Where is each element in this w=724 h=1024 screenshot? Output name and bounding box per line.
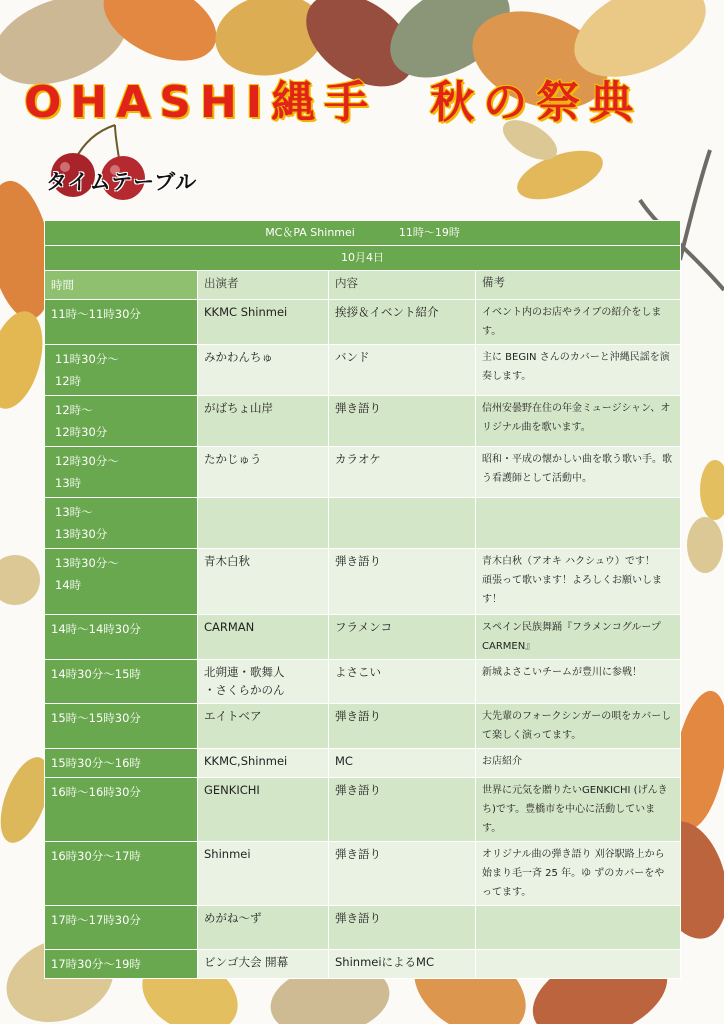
- time-cell: 12時〜 12時30分: [45, 396, 198, 447]
- table-row: [45, 498, 681, 549]
- notes-cell: 昭和・平成の懐かしい曲を歌う歌い手。歌う看護師として活動中。: [476, 447, 681, 498]
- date-header: 10月4日: [45, 246, 681, 271]
- time-cell: 15時30分〜16時: [45, 749, 198, 778]
- time-cell: 13時〜 13時30分: [45, 498, 198, 549]
- content-cell: 弾き語り: [329, 906, 476, 950]
- time-cell: 15時〜15時30分: [45, 704, 198, 749]
- performer-cell: 北朔連・歌舞人 ・さくらかのん: [198, 660, 329, 704]
- table-row: [45, 704, 681, 749]
- performer-cell: たかじゅう: [198, 447, 329, 498]
- mc-pa-header: MC＆PA Shinmei 11時〜19時: [45, 221, 681, 246]
- content-cell: 弾き語り: [329, 842, 476, 906]
- performer-cell: GENKICHI: [198, 778, 329, 842]
- time-cell: 16時30分〜17時: [45, 842, 198, 906]
- notes-cell: お店紹介: [476, 749, 681, 778]
- performer-cell: [198, 498, 329, 549]
- content-cell: 弾き語り: [329, 704, 476, 749]
- notes-cell: 信州安曇野在住の年金ミュージシャン、オリジナル曲を歌います。: [476, 396, 681, 447]
- time-cell: 13時30分〜 14時: [45, 549, 198, 615]
- time-cell: 11時30分〜 12時: [45, 345, 198, 396]
- time-cell: 17時30分〜19時: [45, 950, 198, 979]
- performer-cell: ビンゴ大会 開幕: [198, 950, 329, 979]
- content-cell: カラオケ: [329, 447, 476, 498]
- performer-cell: CARMAN: [198, 615, 329, 660]
- content-cell: 挨拶＆イベント紹介: [329, 300, 476, 345]
- notes-cell: [476, 498, 681, 549]
- table-row: [45, 549, 681, 615]
- content-cell: 弾き語り: [329, 549, 476, 615]
- notes-cell: 主に BEGIN さんのカバーと沖縄民謡を演奏します。: [476, 345, 681, 396]
- notes-cell: スペイン民族舞踊『フラメンコグループCARMEN』: [476, 615, 681, 660]
- notes-cell: [476, 906, 681, 950]
- performer-cell: めがね〜ず: [198, 906, 329, 950]
- table-row: [45, 615, 681, 660]
- performer-cell: みかわんちゅ: [198, 345, 329, 396]
- table-row: [45, 396, 681, 447]
- content-cell: [329, 498, 476, 549]
- table-row: [45, 906, 681, 950]
- notes-cell: イベント内のお店やライブの紹介をします。: [476, 300, 681, 345]
- table-row: [45, 345, 681, 396]
- content-cell: フラメンコ: [329, 615, 476, 660]
- time-cell: 14時〜14時30分: [45, 615, 198, 660]
- column-header-content: 内容: [329, 271, 476, 300]
- notes-cell: 青木白秋（アオキ ハクシュウ）です！ 頑張って歌います！よろしくお願いします！: [476, 549, 681, 615]
- subtitle: タイムテーブル: [46, 170, 198, 194]
- notes-cell: 新城よさこいチームが豊川に参戦！: [476, 660, 681, 704]
- content-cell: よさこい: [329, 660, 476, 704]
- content-cell: バンド: [329, 345, 476, 396]
- time-cell: 14時30分〜15時: [45, 660, 198, 704]
- column-header-notes: 備考: [476, 271, 681, 300]
- table-row: [45, 778, 681, 842]
- performer-cell: KKMC Shinmei: [198, 300, 329, 345]
- performer-cell: KKMC,Shinmei: [198, 749, 329, 778]
- timetable: [44, 220, 681, 979]
- content-cell: 弾き語り: [329, 396, 476, 447]
- table-row: [45, 300, 681, 345]
- performer-cell: 青木白秋: [198, 549, 329, 615]
- table-row: [45, 749, 681, 778]
- content-cell: 弾き語り: [329, 778, 476, 842]
- performer-cell: Shinmei: [198, 842, 329, 906]
- performer-cell: がばちょ山岸: [198, 396, 329, 447]
- table-row: [45, 950, 681, 979]
- column-header-time: 時間: [45, 271, 198, 300]
- time-cell: 11時〜11時30分: [45, 300, 198, 345]
- column-header-performer: 出演者: [198, 271, 329, 300]
- notes-cell: 世界に元気を贈りたいGENKICHI (げんきち)です。豊橋市を中心に活動しています。: [476, 778, 681, 842]
- table-row: [45, 447, 681, 498]
- notes-cell: オリジナル曲の弾き語り 刈谷駅路上から始まり毛一斉 25 年。ゆ ずのカバーをやってます。: [476, 842, 681, 906]
- table-row: [45, 660, 681, 704]
- time-cell: 17時〜17時30分: [45, 906, 198, 950]
- time-cell: 16時〜16時30分: [45, 778, 198, 842]
- content-cell: ShinmeiによるMC: [329, 950, 476, 979]
- notes-cell: 大先輩のフォークシンガーの唄をカバーして楽しく演ってます。: [476, 704, 681, 749]
- notes-cell: [476, 950, 681, 979]
- time-cell: 12時30分〜 13時: [45, 447, 198, 498]
- performer-cell: エイトベア: [198, 704, 329, 749]
- content-cell: MC: [329, 749, 476, 778]
- page-title: OHASHI縄手 秋の祭典: [24, 77, 643, 128]
- table-row: [45, 842, 681, 906]
